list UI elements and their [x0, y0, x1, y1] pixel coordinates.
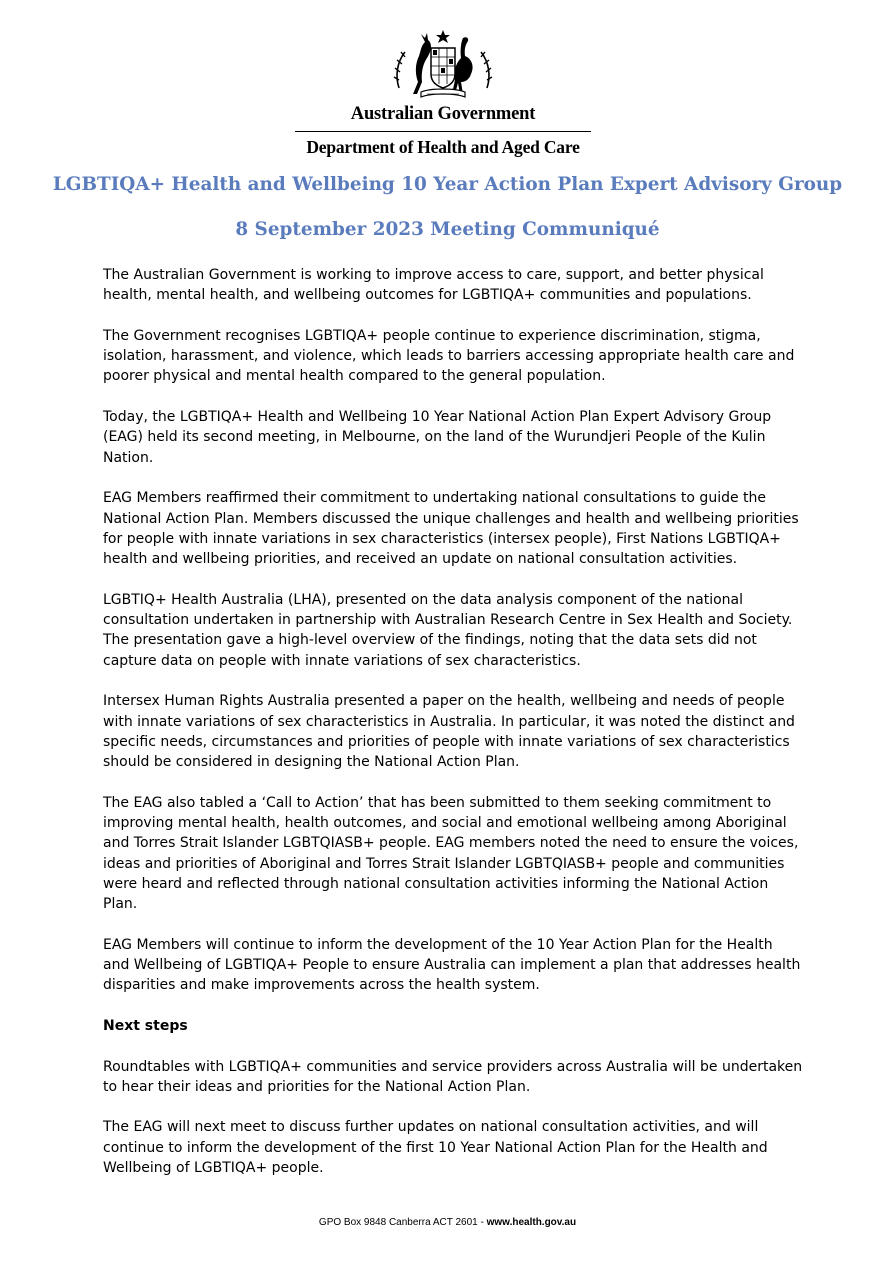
- paragraph: Roundtables with LGBTIQA+ communities and service providers across Australia will be undertaken to hear their ideas and priorities for the National Action Plan.: [103, 1058, 803, 1095]
- paragraph: Intersex Human Rights Australia presented a paper on the health, wellbeing and needs of people with innate variations of sex characteristics in Australia. In particular, it was noted the distinct and specific needs, circumstances and priorities of people with innate variations of sex characteristics should be considered in designing the National Action Plan.: [103, 693, 795, 771]
- letterhead: [295, 28, 591, 160]
- paragraph: EAG Members reaffirmed their commitment to undertaking national consultations to guide the National Action Plan. Members discussed the unique challenges and health and wellbeing priorities for people with innate variations in sex characteristics (intersex people), First Nations LGBTIQA+ health and wellbeing priorities, and received an update on national consultation activities.: [103, 490, 799, 568]
- page-footer: [0, 1217, 895, 1228]
- footer-address: GPO Box 9848 Canberra ACT 2601 -: [318, 1217, 487, 1228]
- paragraph: The EAG also tabled a ‘Call to Action’ that has been submitted to them seeking commitment to improving mental health, health outcomes, and social and emotional wellbeing among Aboriginal and Torres Strait Islander LGBTQIASB+ people. EAG members noted the need to ensure the voices, ideas and priorities of Aboriginal and Torres Strait Islander LGBTQIASB+ people and communities were heard and reflected through national consultation activities informing the National Action Plan.: [103, 794, 799, 913]
- next-steps-heading: Next steps: [103, 1017, 188, 1034]
- document-title: LGBTIQA+ Health and Wellbeing 10 Year Action Plan Expert Advisory Group: [52, 174, 843, 195]
- department-name: Department of Health and Aged Care: [306, 137, 580, 157]
- document-subtitle: 8 September 2023 Meeting Communiqué: [235, 219, 660, 240]
- footer-website: www.health.gov.au: [486, 1217, 577, 1228]
- paragraph: EAG Members will continue to inform the development of the 10 Year Action Plan for the Health and Wellbeing of LGBTIQA+ People to ensure Australia can implement a plan that addresses health disparities and make improvements across the health system.: [103, 936, 801, 994]
- coat-of-arms-icon: [391, 28, 495, 100]
- paragraph: The EAG will next meet to discuss further updates on national consultation activities, and will continue to inform the development of the first 10 Year National Action Plan for the Health and Wellbeing of LGBTIQA+ people.: [103, 1119, 768, 1177]
- paragraph: The Australian Government is working to improve access to care, support, and better physical health, mental health, and wellbeing outcomes for LGBTIQA+ communities and populations.: [103, 267, 764, 304]
- government-name: Australian Government: [350, 104, 536, 124]
- paragraph: LGBTIQ+ Health Australia (LHA), presented on the data analysis component of the national consultation undertaken in partnership with Australian Research Centre in Sex Health and Society. The presentation gave a high-level overview of the findings, noting that the data sets did not capture data on people with innate variations of sex characteristics.: [103, 591, 793, 669]
- document-body: [103, 265, 803, 1199]
- paragraph: The Government recognises LGBTIQA+ people continue to experience discrimination, stigma, isolation, harassment, and violence, which leads to barriers accessing appropriate health care and poorer physical and mental health compared to the general population.: [103, 327, 795, 385]
- paragraph: Today, the LGBTIQA+ Health and Wellbeing 10 Year National Action Plan Expert Advisory Group (EAG) held its second meeting, in Melbourne, on the land of the Wurundjeri People of the Kulin Nation.: [103, 409, 772, 466]
- letterhead-rule: [295, 131, 591, 132]
